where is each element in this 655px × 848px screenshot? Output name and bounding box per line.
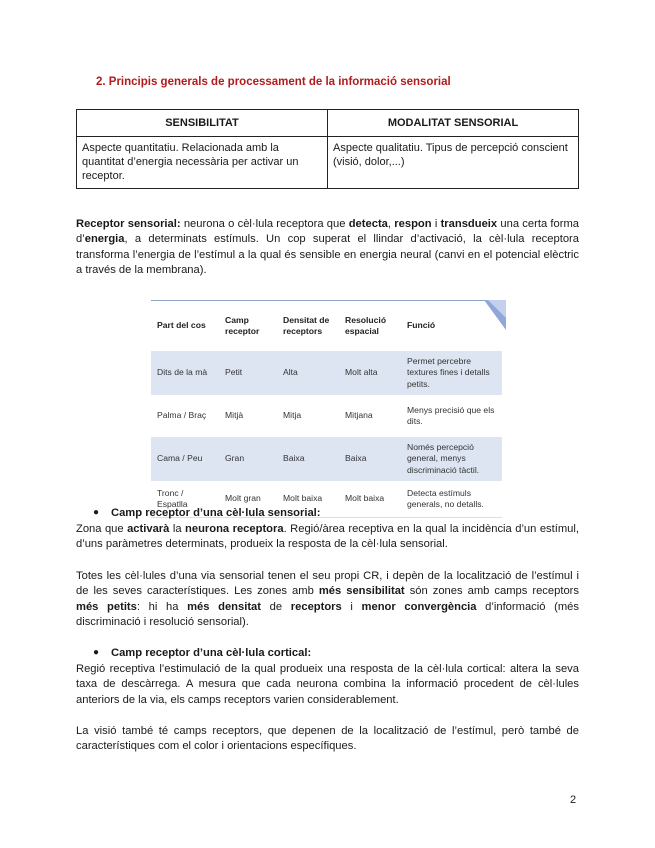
table-header-cell: Camp receptor (219, 301, 277, 352)
table-cell: Mitjà (219, 395, 277, 437)
bullet-icon: ● (93, 507, 100, 518)
table-cell: Gran (219, 437, 277, 481)
sensitivity-cell: Aspecte quantitatiu. Relacionada amb la quantitat d’energia necessària per activar un receptor. (77, 137, 328, 189)
modality-cell: Aspecte qualitatiu. Tipus de percepció conscient (visió, dolor,...) (328, 137, 579, 189)
section-heading: 2. Principis generals de processament de la informació sensorial (96, 76, 451, 88)
table-row (151, 351, 502, 395)
table-cell: Baixa (277, 437, 339, 481)
table-row (151, 437, 502, 481)
table-cell: Detecta estímuls generals, no detalls. (401, 481, 502, 518)
table-cell: Baixa (339, 437, 401, 481)
sensitivity-header: SENSIBILITAT (77, 110, 328, 137)
modality-header: MODALITAT SENSORIAL (328, 110, 579, 137)
receptive-field-table (151, 300, 502, 518)
table-header-cell: Part del cos (151, 301, 219, 352)
receptive-field-paragraph: Totes les cèl·lules d’una via sensorial tenen el seu propi CR, i depèn de la localització de l’estímul i de les seves característiques. Les zones amb més sensibilitat són zones amb camps receptors més petits: hi ha més densitat de receptors i menor convergència d’informació (més discriminació i resolució sensorial). (76, 570, 579, 629)
corner-fold-decoration (484, 300, 506, 332)
table-cell: Palma / Braç (151, 395, 219, 437)
sensory-cell-paragraph: Zona que activarà la neurona receptora. Regió/àrea receptiva en la qual la incidència d’un estímul, d’uns paràmetres determinats, produeix la resposta de la cèl·lula sensorial. (76, 523, 579, 551)
table-cell: Dits de la mà (151, 351, 219, 395)
table-row (151, 395, 502, 437)
table-cell: Alta (277, 351, 339, 395)
table-cell: Mitjana (339, 395, 401, 437)
bullet-sensory-cell-title: ● Camp receptor d’una cèl·lula sensorial: (93, 507, 321, 519)
table-cell: Permet percebre textures fines i detalls petits. (401, 351, 502, 395)
table-cell: Molt baixa (339, 481, 401, 518)
table-cell: Menys precisió que els dits. (401, 395, 502, 437)
bullet-cortical-cell-title: ● Camp receptor d’una cèl·lula cortical: (93, 647, 312, 659)
table-cell: Molt alta (339, 351, 401, 395)
sensitivity-modality-table (76, 109, 579, 189)
cortical-cell-paragraph: Regió receptiva l’estimulació de la qual produeix una resposta de la cèl·lula cortical: altera la seva taxa de descàrrega. A mesura que cada neurona combina la informació procedent de cèl·lules anteriors de la via, els camps receptors varien considerablement. (76, 663, 579, 706)
table-cell: Mitja (277, 395, 339, 437)
table-cell: Molt gran (219, 481, 277, 518)
table-header-cell: Resolució espacial (339, 301, 401, 352)
table-cell: Petit (219, 351, 277, 395)
page-number: 2 (570, 794, 577, 806)
table-cell: Molt baixa (277, 481, 339, 518)
vision-paragraph: La visió també té camps receptors, que depenen de la localització de l’estímul, però també de característiques com el color i orientacions específiques. (76, 725, 579, 753)
bullet-icon: ● (93, 647, 100, 658)
table-cell: Només percepció general, menys discriminació tàctil. (401, 437, 502, 481)
table-cell: Tronc / Espatlla (151, 481, 219, 518)
table-header-row (151, 301, 502, 352)
receptive-field-table-image (151, 300, 506, 509)
table-header-cell: Funció (401, 301, 502, 352)
table-header-cell: Densitat de receptors (277, 301, 339, 352)
table-cell: Cama / Peu (151, 437, 219, 481)
receptor-paragraph: Receptor sensorial: neurona o cèl·lula receptora que detecta, respon i transdueix una certa forma d’energia, a determinats estímuls. Un cop superat el llindar d’activació, la cèl·lula receptora transforma l’energia de l’estímul a la qual és sensible en energia neural (canvi en el potencial elèctric a través de la membrana). (76, 218, 580, 277)
